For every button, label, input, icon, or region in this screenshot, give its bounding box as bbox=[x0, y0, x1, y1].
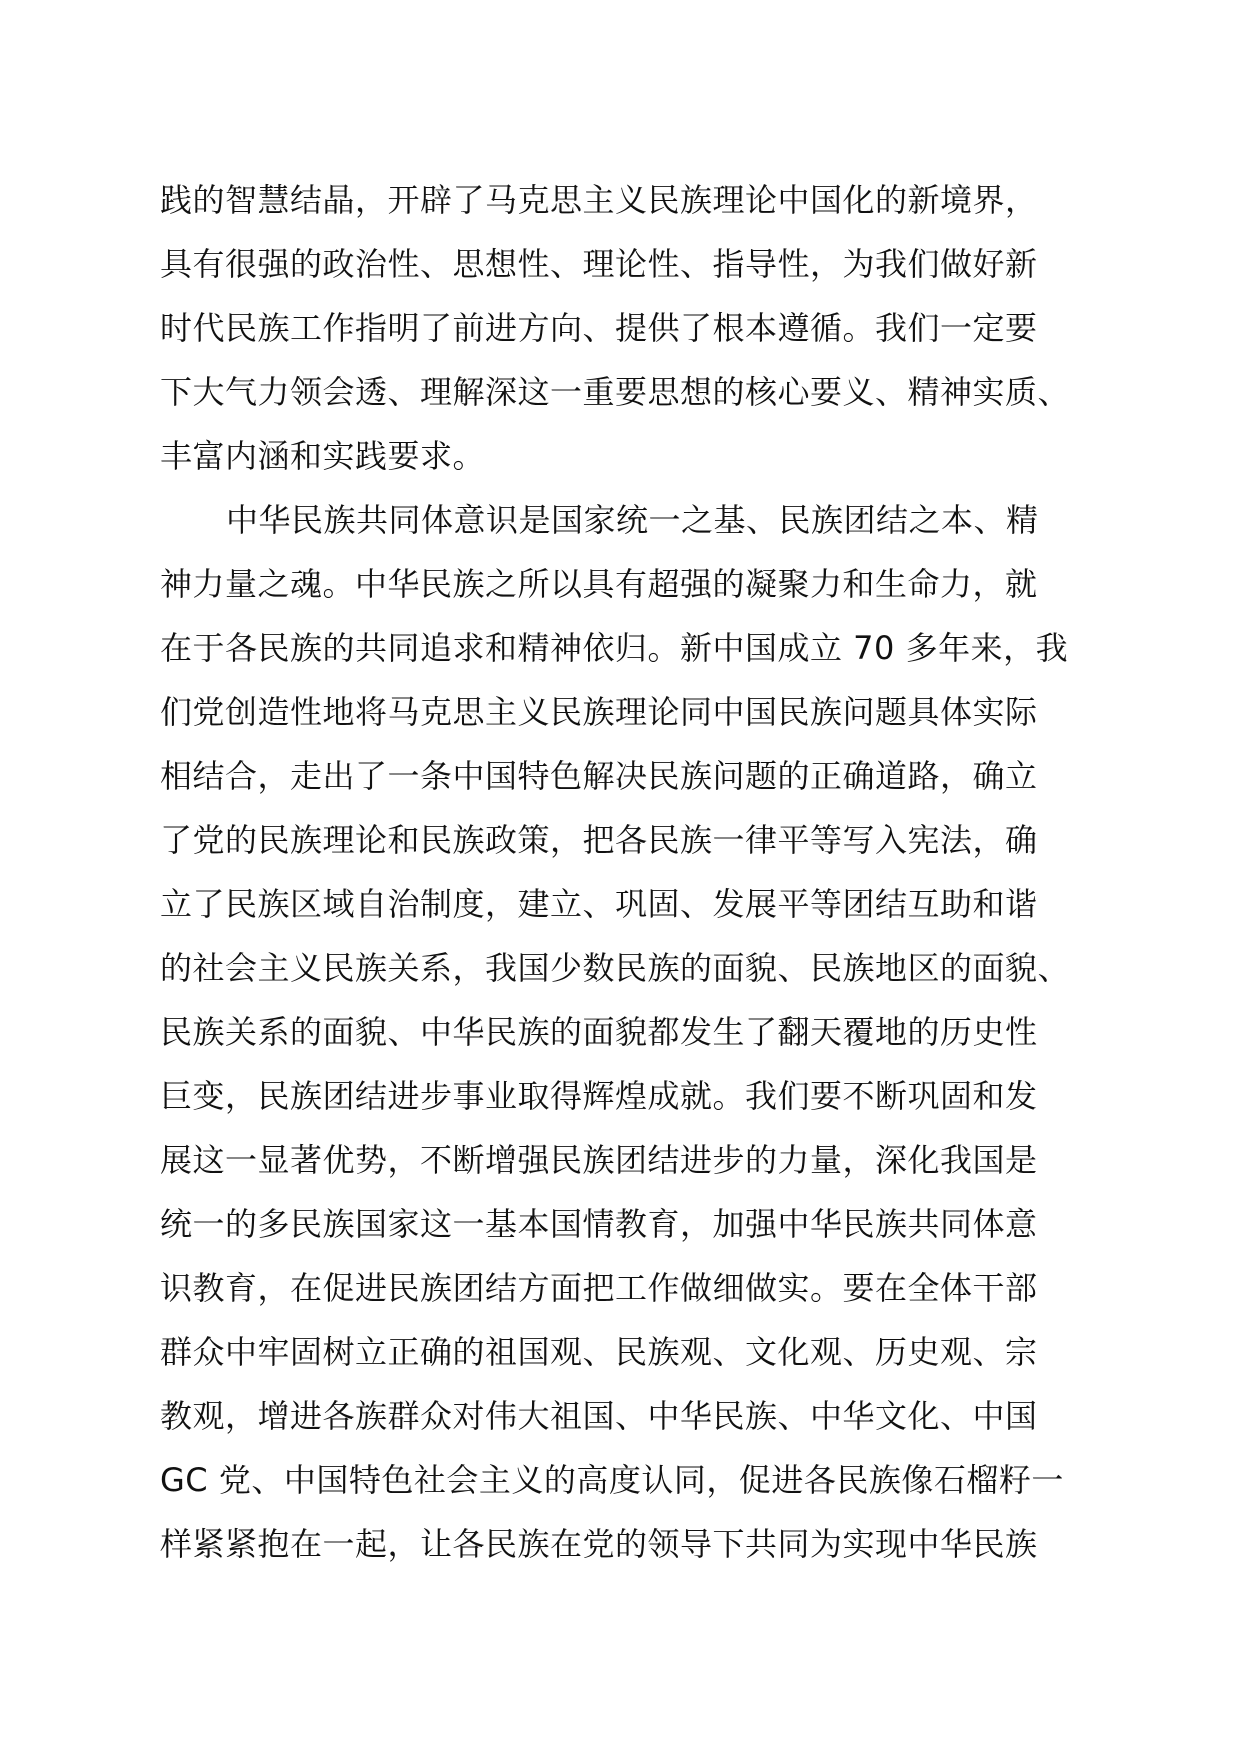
text-line: 下大气力领会透、理解深这一重要思想的核心要义、精神实质、 bbox=[160, 373, 1071, 411]
text-line: 了党的民族理论和民族政策，把各民族一律平等写入宪法，确 bbox=[160, 821, 1038, 859]
text-line: 相结合，走出了一条中国特色解决民族问题的正确道路，确立 bbox=[160, 757, 1038, 795]
text-line: 时代民族工作指明了前进方向、提供了根本遵循。我们一定要 bbox=[160, 309, 1038, 347]
text-line: 教观，增进各族群众对伟大祖国、中华民族、中华文化、中国 bbox=[160, 1397, 1038, 1435]
text-line: GC 党、中国特色社会主义的高度认同，促进各民族像石榴籽一 bbox=[160, 1461, 1064, 1499]
paragraph-first-line: 中华民族共同体意识是国家统一之基、民族团结之本、精 bbox=[226, 501, 1039, 539]
text-line: 立了民族区域自治制度，建立、巩固、发展平等团结互助和谐 bbox=[160, 885, 1038, 923]
text-line: 样紧紧抱在一起，让各民族在党的领导下共同为实现中华民族 bbox=[160, 1525, 1038, 1563]
text-line: 民族关系的面貌、中华民族的面貌都发生了翻天覆地的历史性 bbox=[160, 1013, 1038, 1051]
text-line: 践的智慧结晶，开辟了马克思主义民族理论中国化的新境界， bbox=[160, 181, 1038, 219]
text-line: 丰富内涵和实践要求。 bbox=[160, 437, 486, 475]
text-line: 在于各民族的共同追求和精神依归。新中国成立 70 多年来，我 bbox=[160, 629, 1069, 667]
text-line: 群众中牢固树立正确的祖国观、民族观、文化观、历史观、宗 bbox=[160, 1333, 1038, 1371]
text-line: 具有很强的政治性、思想性、理论性、指导性，为我们做好新 bbox=[160, 245, 1038, 283]
text-line: 展这一显著优势，不断增强民族团结进步的力量，深化我国是 bbox=[160, 1141, 1038, 1179]
text-line: 神力量之魂。中华民族之所以具有超强的凝聚力和生命力，就 bbox=[160, 565, 1038, 603]
text-line: 们党创造性地将马克思主义民族理论同中国民族问题具体实际 bbox=[160, 693, 1038, 731]
body-text bbox=[160, 168, 1120, 1576]
text-line: 巨变，民族团结进步事业取得辉煌成就。我们要不断巩固和发 bbox=[160, 1077, 1038, 1115]
text-line: 识教育，在促进民族团结方面把工作做细做实。要在全体干部 bbox=[160, 1269, 1038, 1307]
text-line: 统一的多民族国家这一基本国情教育，加强中华民族共同体意 bbox=[160, 1205, 1038, 1243]
text-line: 的社会主义民族关系，我国少数民族的面貌、民族地区的面貌、 bbox=[160, 949, 1071, 987]
